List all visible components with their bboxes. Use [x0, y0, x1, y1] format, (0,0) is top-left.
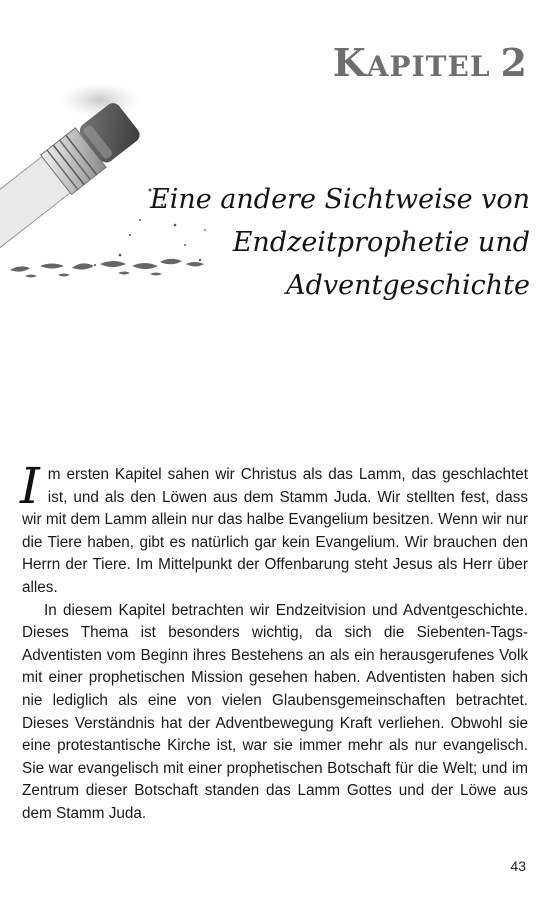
chapter-label-initial: K — [332, 40, 367, 85]
chapter-title-line-1: Eine andere Sichtweise von — [150, 184, 531, 215]
paragraph-1 — [20, 457, 528, 600]
chapter-label-rest: APITEL — [366, 50, 491, 83]
chapter-label — [332, 40, 528, 85]
paragraph-2: In diesem Kapitel betrachten wir Endzeitvision und Adventgeschichte. Dieses Thema ist besonders wichtig, da sich die Siebenten-Tags-Adventisten vom Beginn ihres Bestehens an als ein herausgerufenes Volk mit einer prophetischen Mission gesehen haben. Adventisten haben sich nie lediglich als eine von vielen Glaubensgemeinschaften betrachtet. Dieses Verständnis hat der Adventbewegung Kraft verliehen. Obwohl sie eine protestantische Kirche ist, war sie immer mehr als nur evangelisch. Sie war evangelisch mit einer prophetischen Botschaft für die Welt; und im Zentrum dieser Botschaft standen das Lamm Gottes und der Löwe aus dem Stamm Juda. — [22, 601, 528, 822]
chapter-number: 2 — [500, 40, 528, 85]
drop-cap: I — [20, 457, 40, 515]
paragraph-1-text: m ersten Kapitel sahen wir Christus als das Lamm, das geschlachtet ist, und als den Löwen aus dem Stamm Juda. Wir stellten fest, dass wir mit dem Lamm allein nur das halbe Evangelium besitzen. Wenn wir nur die Tiere haben, gibt es natürlich gar kein Evangelium. Wir brauchen den Herrn der Tiere. Im Mittelpunkt der Offenbarung steht Jesus als Herr über alles. — [22, 466, 528, 596]
chapter-title — [150, 178, 530, 307]
chapter-title-line-3: Adventgeschichte — [286, 270, 530, 301]
body-text — [20, 457, 528, 826]
chapter-title-line-2: Endzeitprophetie und — [232, 227, 530, 258]
page-number: 43 — [510, 858, 526, 874]
